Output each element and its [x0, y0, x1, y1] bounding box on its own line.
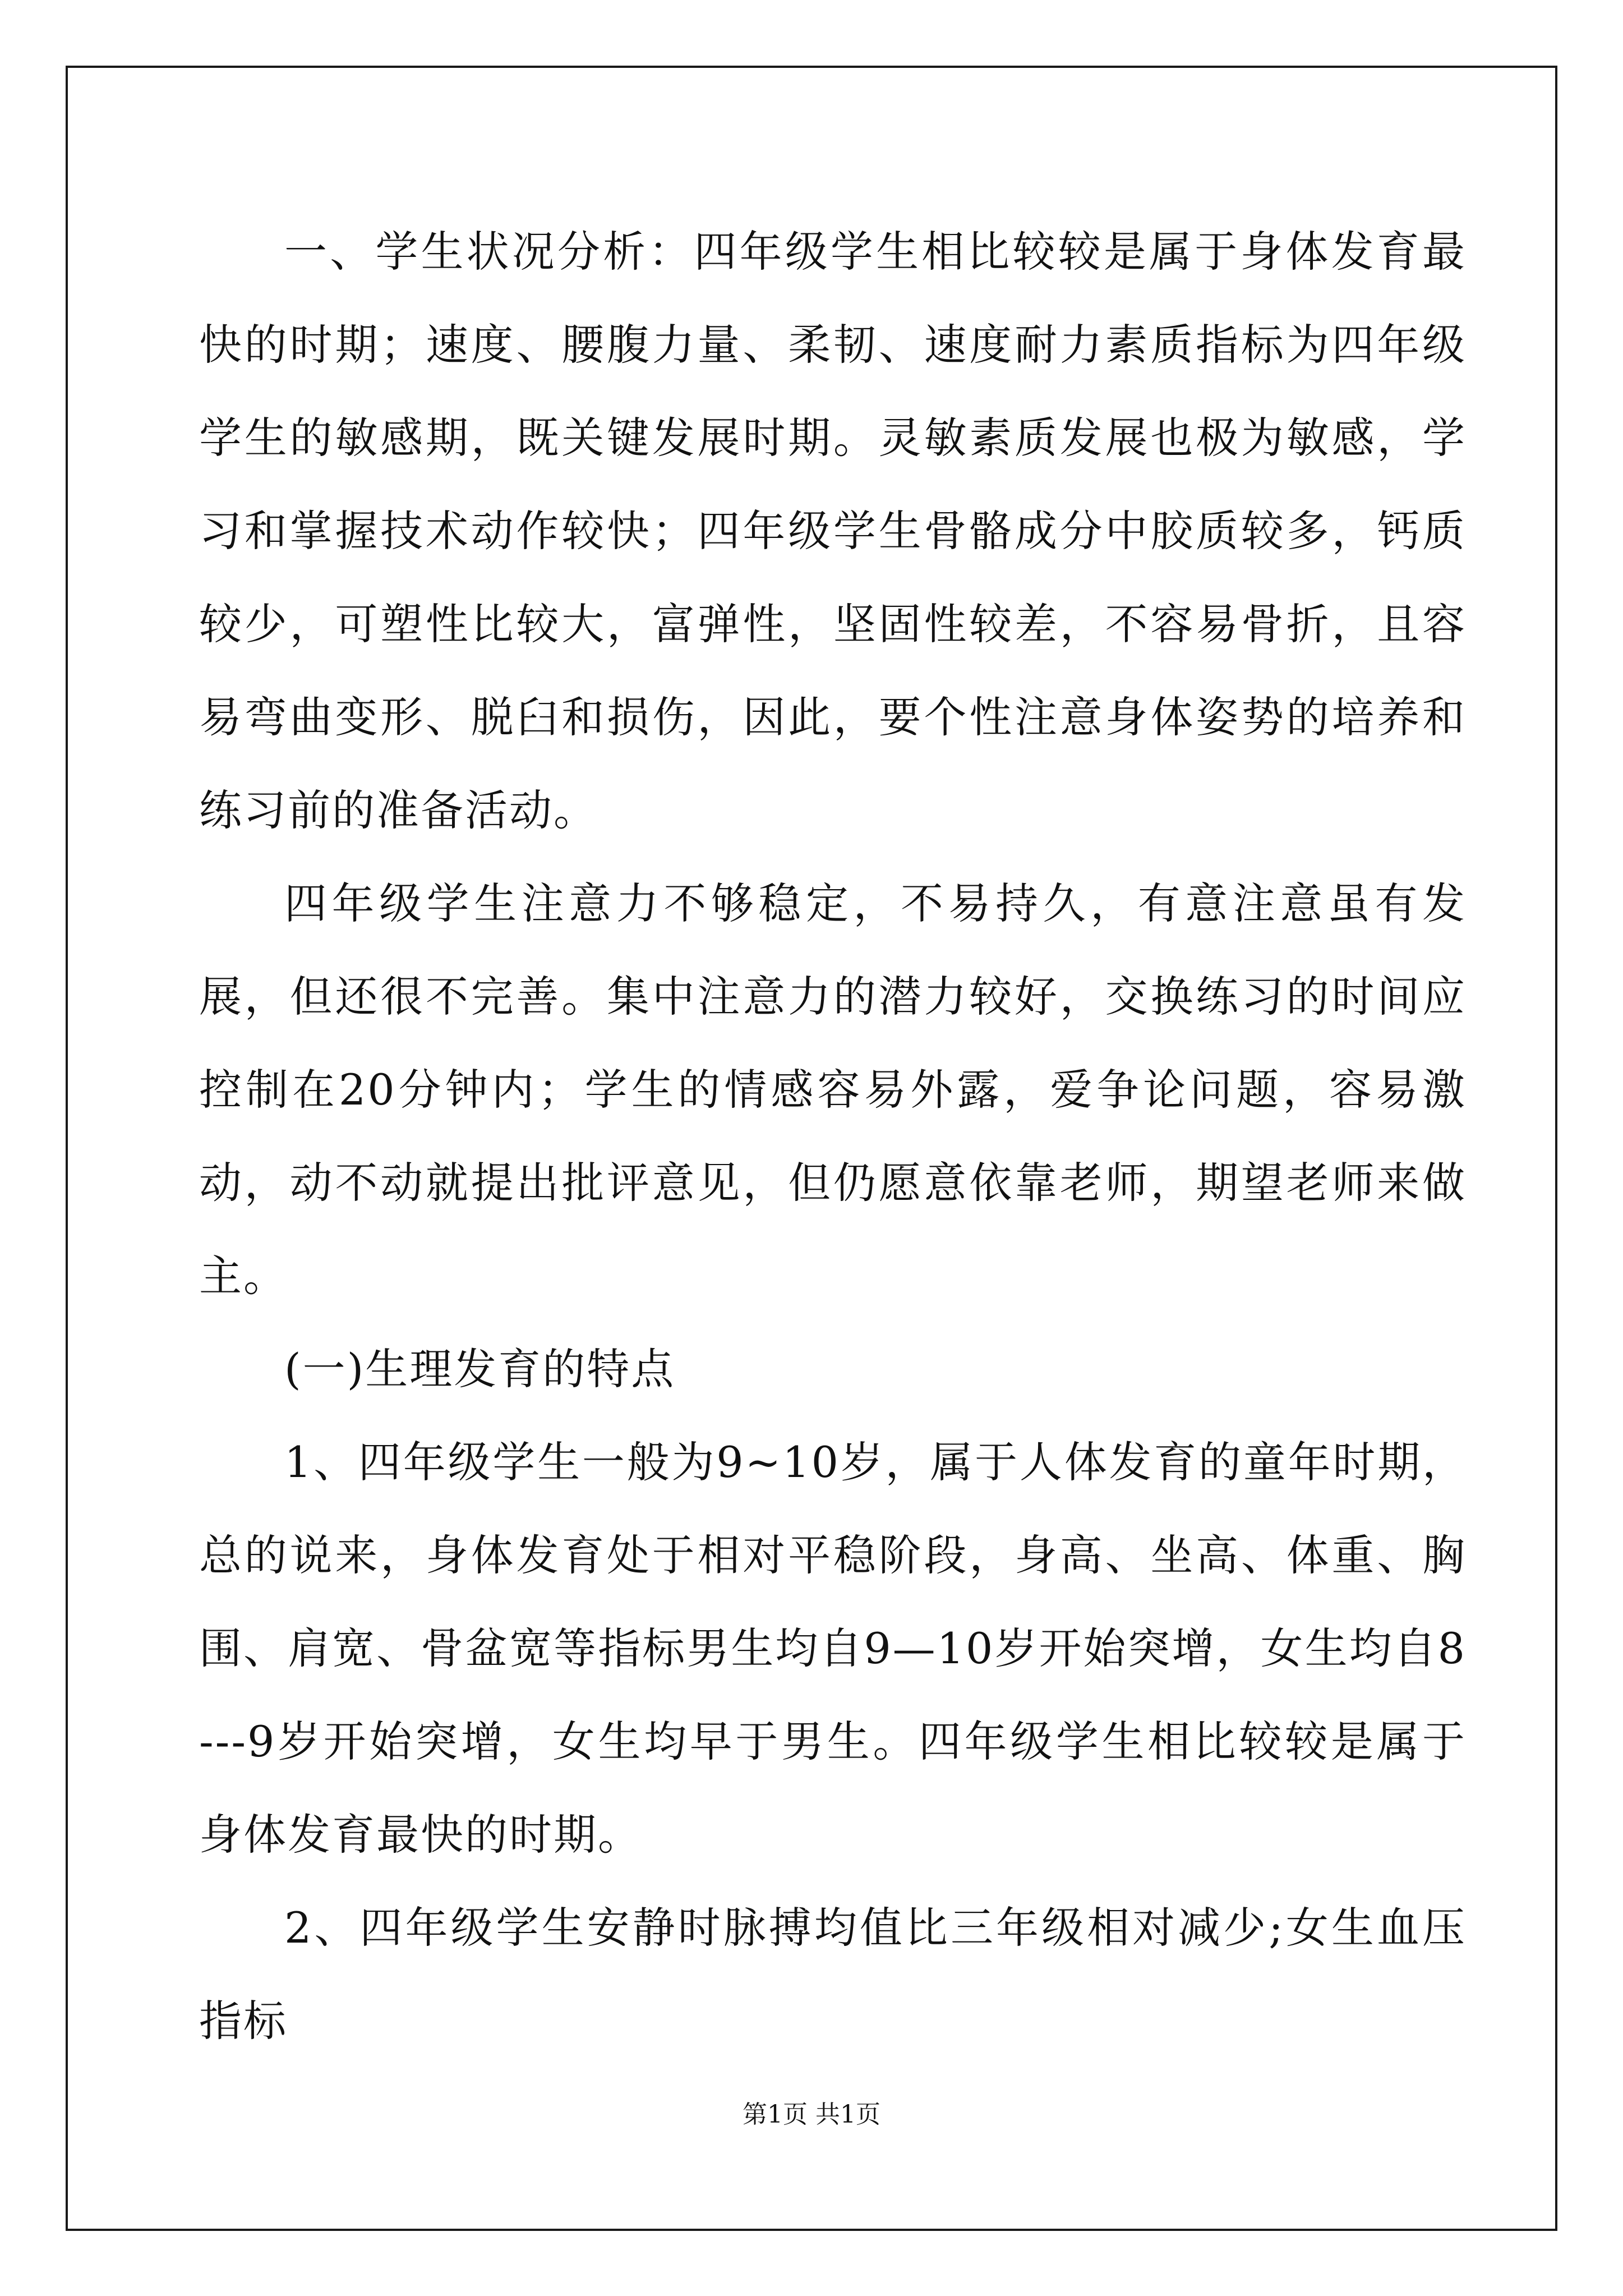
document-body [199, 205, 1467, 2068]
page-number: 第1页 共1页 [743, 2100, 880, 2129]
section-heading-physiology: (一)生理发育的特点 [284, 1344, 676, 1394]
paragraph-physical-development: 1、四年级学生一般为9~10岁，属于人体发育的童年时期，总的说来，身体发育处于相对平稳阶段，身高、坐高、体重、胸围、肩宽、骨盆宽等指标男生均自9—10岁开始突增，女生均自8---9岁开始突增，女生均早于男生。四年级学生相比较较是属于身体发育最快的时期。 [199, 1437, 1467, 1860]
paragraph-pulse: 2、四年级学生安静时脉搏均值比三年级相对减少;女生血压指标 [199, 1903, 1467, 2046]
paragraph-student-analysis: 一、学生状况分析：四年级学生相比较较是属于身体发育最快的时期；速度、腰腹力量、柔韧、速度耐力素质指标为四年级学生的敏感期，既关键发展时期。灵敏素质发展也极为敏感，学习和掌握技术动作较快；四年级学生骨骼成分中胶质较多，钙质较少，可塑性比较大，富弹性，坚固性较差，不容易骨折，且容易弯曲变形、脱臼和损伤，因此，要个性注意身体姿势的培养和练习前的准备活动。 [199, 227, 1467, 835]
paragraph-attention: 四年级学生注意力不够稳定，不易持久，有意注意虽有发展，但还很不完善。集中注意力的潜力较好，交换练习的时间应控制在20分钟内；学生的情感容易外露，爱争论问题，容易激动，动不动就提出批评意见，但仍愿意依靠老师，期望老师来做主。 [199, 878, 1467, 1301]
